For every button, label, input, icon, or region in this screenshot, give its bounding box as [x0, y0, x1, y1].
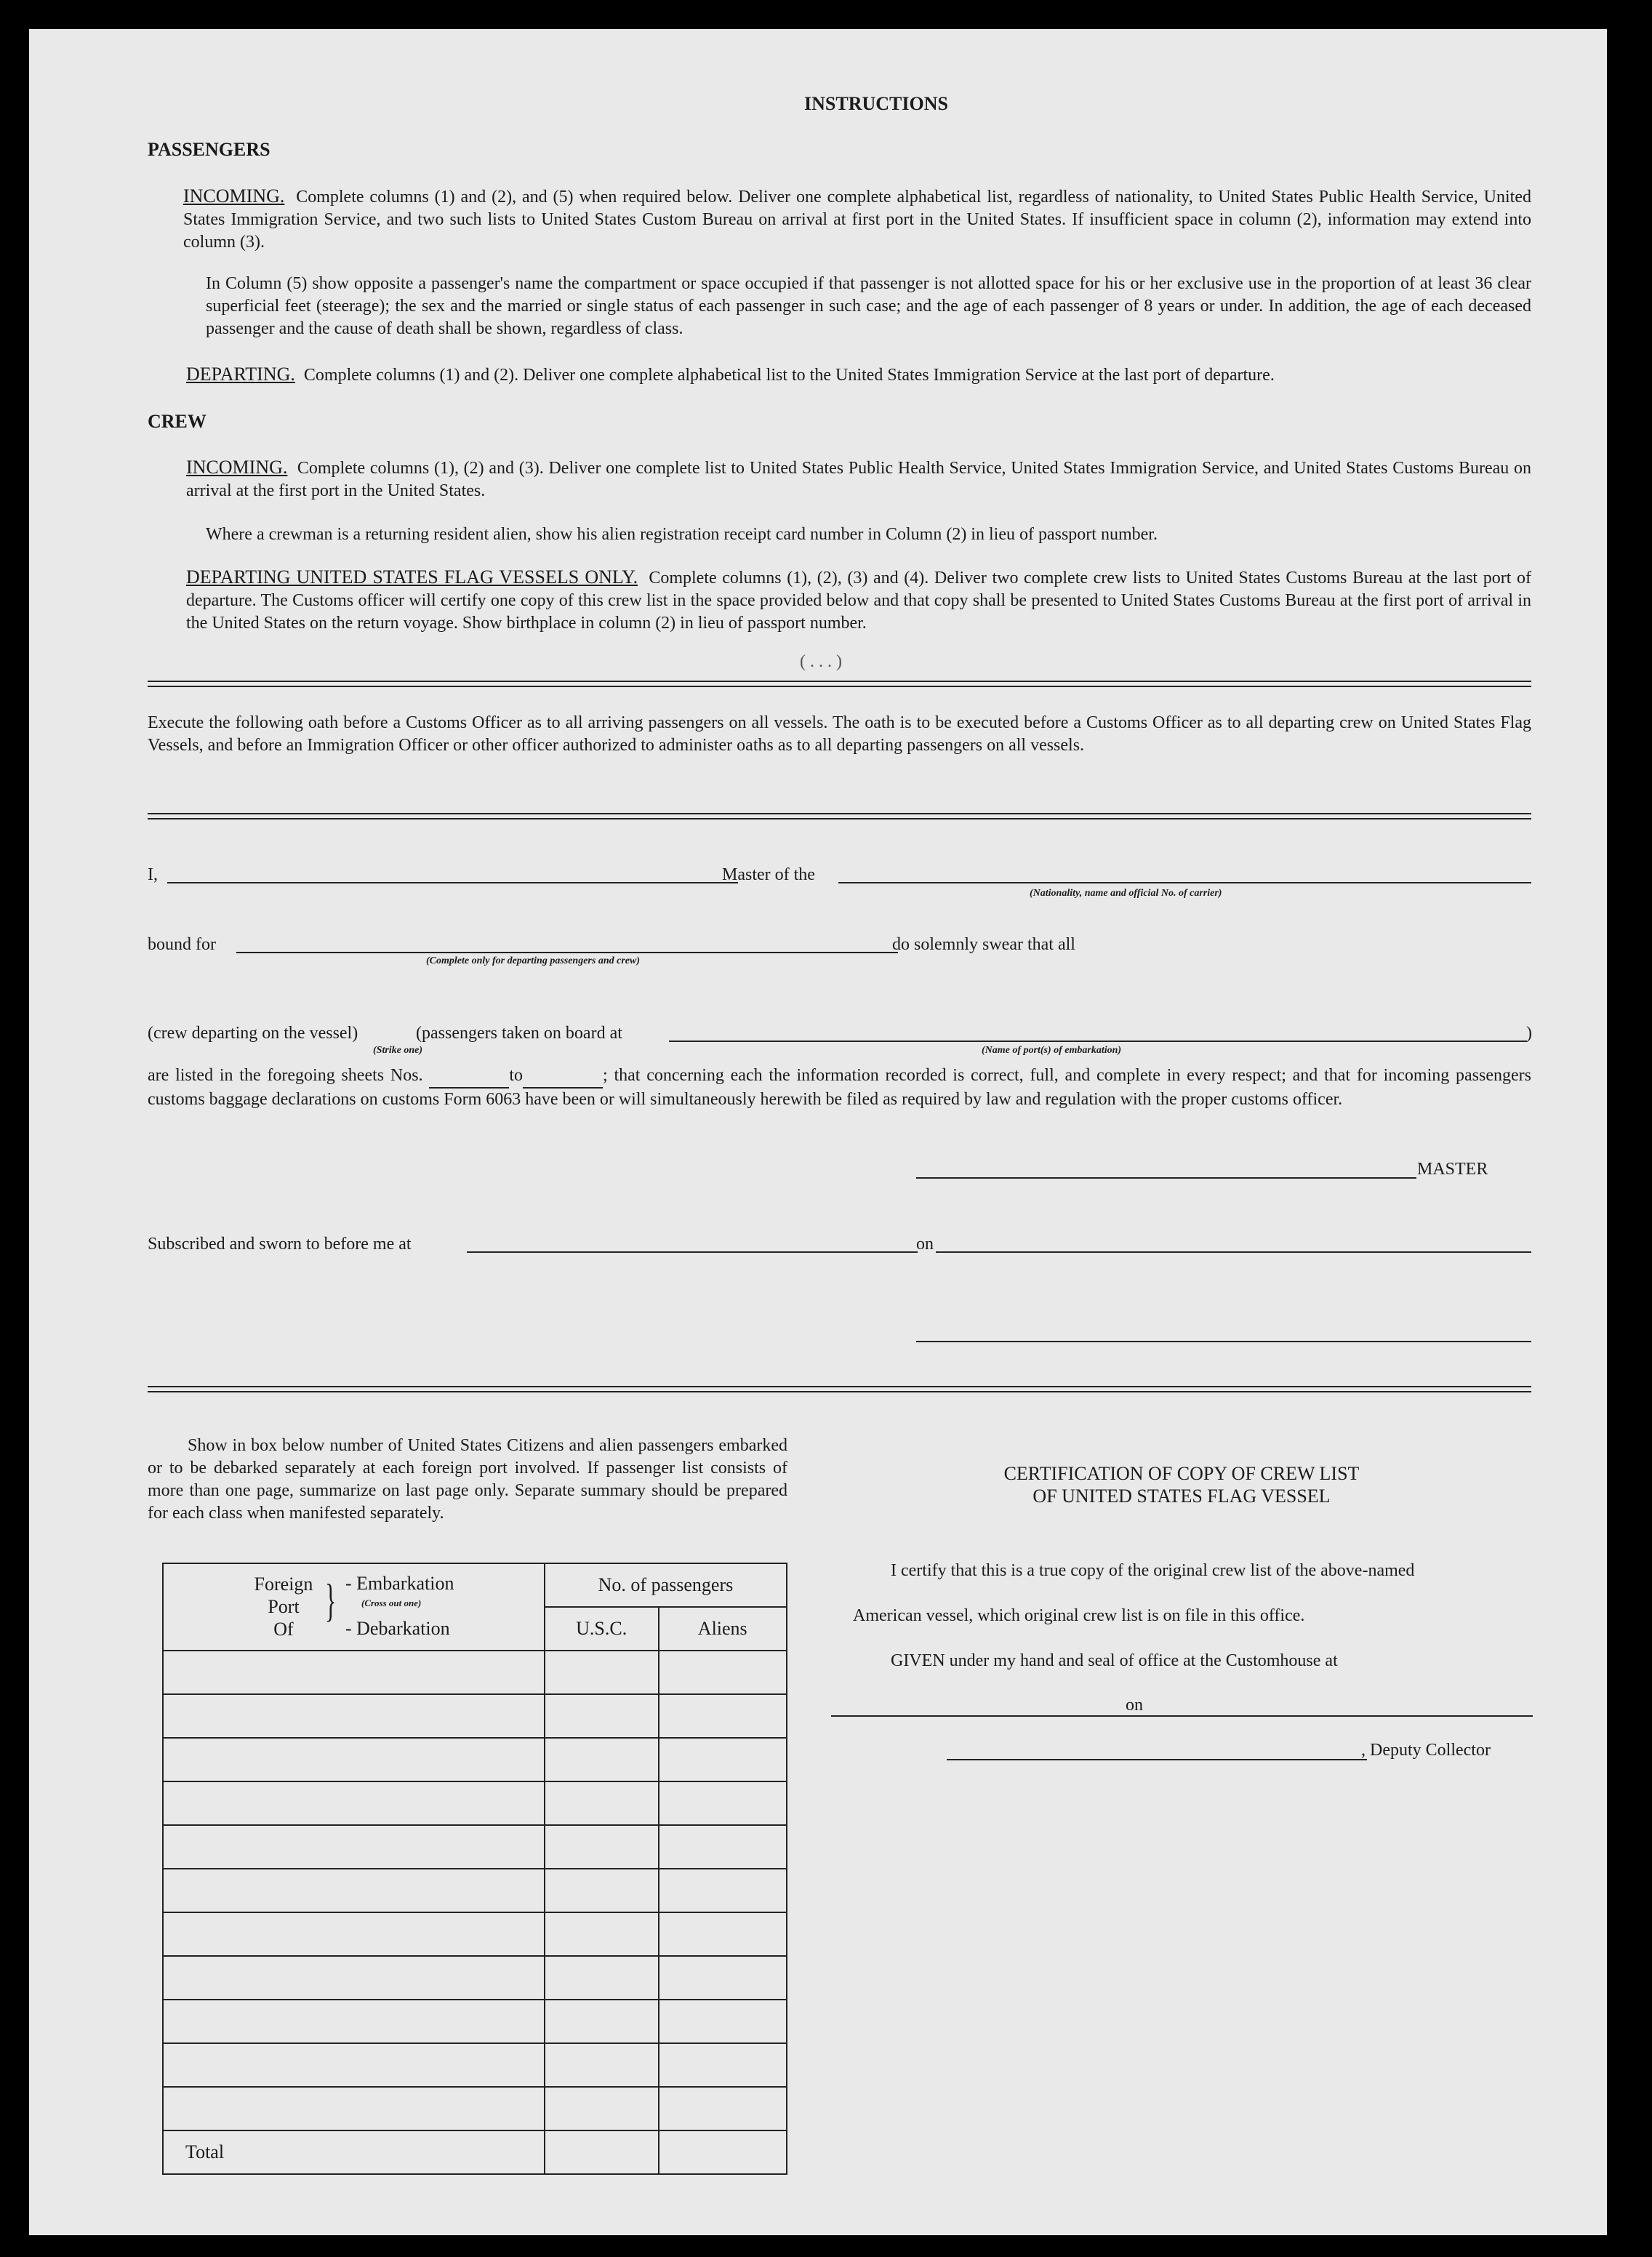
usc-header: U.S.C.	[545, 1607, 659, 1651]
certify-text: I certify that this is a true copy of the original crew list of the above-named	[891, 1561, 1415, 1580]
crew-incoming-label: INCOMING.	[186, 457, 288, 478]
deputy-collector-label: , Deputy Collector	[1361, 1741, 1491, 1760]
master-label: MASTER	[1417, 1160, 1488, 1179]
sworn-on-label: on	[916, 1235, 934, 1254]
oath-intro-paragraph: Execute the following oath before a Customs Officer as to all arriving passengers on all vessels. The oath is to be executed before a Customs Officer as to all departing crew on United States Flag Vessels, and before an Immigration Officer or other officer authorized to administer oaths as to all departing passengers on all vessels.	[148, 713, 1531, 755]
crew-resident-paragraph: Where a crewman is a returning resident alien, show his alien registration receipt card number in Column (2) in lieu of passport number.	[206, 525, 1158, 544]
certification-date-line[interactable]	[1147, 1715, 1533, 1717]
table-row	[163, 1956, 787, 2000]
crew-incoming-text: Complete columns (1), (2) and (3). Deliver one complete list to United States Public Health Service, United States Immigration Service, and United States Customs Bureau on arrival at the first port in the United States.	[186, 459, 1532, 500]
section-divider	[148, 1386, 1531, 1392]
section-divider	[148, 813, 1531, 819]
deputy-signature-line[interactable]	[947, 1759, 1367, 1760]
customhouse-place-line[interactable]	[831, 1715, 1157, 1717]
american-vessel-text: American vessel, which original crew list is on file in this office.	[853, 1606, 1305, 1625]
passengers-heading: PASSENGERS	[148, 139, 270, 160]
cross-out-caption: (Cross out one)	[361, 1597, 422, 1608]
crew-departing-paragraph	[186, 566, 1531, 635]
table-row	[163, 1825, 787, 1869]
swear-label: do solemnly swear that all	[892, 935, 1075, 954]
sworn-place-line[interactable]	[467, 1251, 918, 1253]
crew-departing-text: Complete columns (1), (2), (3) and (4). Deliver two complete crew lists to United States Customs Bureau at the last port of departure. The Customs officer will certify one copy of this crew list in the space provided below and that copy shall be presented to United States Customs Bureau at the first port of arrival in the United States on the return voyage. Show birthplace in column (2) in lieu of passport number.	[186, 569, 1531, 633]
table-row	[163, 1869, 787, 1912]
table-row	[163, 2087, 787, 2130]
table-row	[163, 2000, 787, 2043]
foreign-label: Foreign	[254, 1574, 313, 1595]
given-text: GIVEN under my hand and seal of office at the Customhouse at	[891, 1651, 1338, 1670]
sheet-to-field[interactable]	[523, 1065, 603, 1089]
table-row	[163, 1738, 787, 1781]
table-row	[163, 1651, 787, 1694]
table-row	[163, 1912, 787, 1956]
crew-departing-label: DEPARTING UNITED STATES FLAG VESSELS ONLY.	[186, 566, 638, 588]
document-page	[29, 29, 1607, 2235]
table-row	[163, 2043, 787, 2087]
passengers-departing-label: DEPARTING.	[186, 364, 295, 385]
table-row	[163, 1694, 787, 1738]
bleed-mark: ( . . . )	[800, 652, 842, 671]
certification-title-line2: OF UNITED STATES FLAG VESSEL	[1032, 1486, 1331, 1507]
debarkation-label: - Debarkation	[345, 1618, 450, 1639]
total-usc-cell[interactable]	[545, 2130, 659, 2174]
aliens-header: Aliens	[659, 1607, 787, 1651]
port-of-embarkation-line[interactable]	[669, 1041, 1527, 1042]
port-label: Port	[268, 1596, 300, 1617]
strike-caption: (Strike one)	[373, 1045, 423, 1056]
officer-signature-line[interactable]	[916, 1341, 1531, 1342]
certification-title-line1: CERTIFICATION OF COPY OF CREW LIST	[1003, 1463, 1360, 1484]
bound-for-label: bound for	[148, 935, 216, 954]
foreign-port-header	[163, 1563, 545, 1651]
passenger-summary-table	[162, 1563, 787, 2175]
total-label: Total	[163, 2130, 545, 2174]
no-of-passengers-header: No. of passengers	[545, 1563, 787, 1607]
brace-icon: }	[325, 1574, 337, 1626]
total-row	[163, 2130, 787, 2174]
master-of-label: Master of the	[722, 865, 815, 884]
passengers-column5-paragraph: In Column (5) show opposite a passenger's name the compartment or space occupied if that passenger is not allotted space for his or her exclusive use in the proportion of at least 36 clear superficial feet (steerage); the sex and the married or single status of each passenger in such case; and the age of each passenger of 8 years or under. In addition, the age of each deceased passenger and the cause of death shall be shown, regardless of class.	[206, 274, 1531, 338]
listed-label: are listed in the foregoing sheets Nos.	[148, 1066, 423, 1085]
total-aliens-cell[interactable]	[659, 2130, 787, 2174]
bound-for-line[interactable]	[236, 952, 898, 953]
section-divider	[148, 681, 1531, 687]
close-paren: )	[1526, 1024, 1532, 1043]
carrier-line[interactable]	[838, 882, 1531, 883]
crew-incoming-paragraph	[186, 456, 1531, 502]
crew-heading: CREW	[148, 411, 206, 432]
to-label: to	[509, 1066, 524, 1085]
of-label: Of	[273, 1619, 294, 1640]
passengers-incoming-text: Complete columns (1) and (2), and (5) when required below. Deliver one complete alphabetical list, regardless of nationality, to United States Public Health Service, United States Immigration Service, and two such lists to United States Custom Bureau on arrival at first port in the United States. If insufficient space in column (2), information may extend into column (3).	[183, 188, 1531, 252]
listed-rest: ; that concerning each the information recorded is correct, full, and complete in every respect; and that for incoming passengers customs baggage declarations on customs Form 6063 have been or will simultaneously herewith be filed as required by law and regulation with the proper customs officer.	[148, 1066, 1531, 1109]
crew-departing-option: (crew departing on the vessel)	[148, 1024, 358, 1043]
passengers-departing-text: Complete columns (1) and (2). Deliver one complete alphabetical list to the United States Immigration Service at the last port of departure.	[303, 366, 1275, 385]
master-name-line[interactable]	[167, 882, 738, 883]
subscribed-label: Subscribed and sworn to before me at	[148, 1235, 412, 1254]
page-title: INSTRUCTIONS	[804, 93, 948, 114]
passengers-incoming-paragraph	[183, 185, 1531, 254]
table-row	[163, 1781, 787, 1825]
oath-i-label: I,	[148, 865, 158, 884]
passengers-taken-option: (passengers taken on board at	[416, 1024, 622, 1043]
sworn-date-line[interactable]	[936, 1251, 1531, 1253]
passengers-departing-paragraph	[186, 363, 1531, 387]
nationality-caption: (Nationality, name and official No. of carrier)	[1030, 888, 1222, 899]
port-caption: (Name of port(s) of embarkation)	[982, 1045, 1122, 1056]
certification-on-label: on	[1126, 1696, 1143, 1715]
summary-instructions: Show in box below number of United States Citizens and alien passengers embarked or to be debarked separately at each foreign port involved. If passenger list consists of more than one page, summarize on last page only. Separate summary should be prepared for each class when manifested separately.	[148, 1436, 787, 1523]
passengers-incoming-label: INCOMING.	[183, 185, 285, 207]
bound-caption: (Complete only for departing passengers and crew)	[426, 955, 640, 966]
sheet-from-field[interactable]	[429, 1065, 509, 1089]
listed-paragraph	[148, 1065, 1531, 1111]
embarkation-label: - Embarkation	[345, 1573, 454, 1594]
master-signature-line[interactable]	[916, 1177, 1416, 1179]
